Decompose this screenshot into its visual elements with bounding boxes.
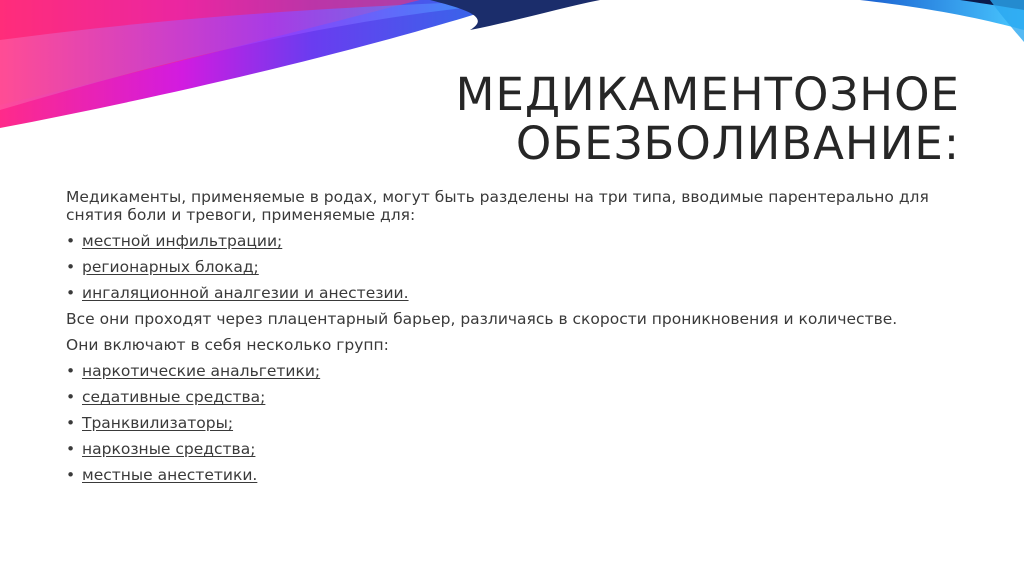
list-item xyxy=(66,362,966,380)
bullet-icon: • xyxy=(66,232,76,250)
list-item-link[interactable]: наркотические анальгетики; xyxy=(82,362,321,380)
title-line-2: ОБЕЗБОЛИВАНИЕ: xyxy=(515,117,960,170)
bullet-icon: • xyxy=(66,414,76,432)
list-item xyxy=(66,388,966,406)
bullet-icon: • xyxy=(66,362,76,380)
list-item xyxy=(66,466,966,484)
list-item-link[interactable]: местной инфильтрации; xyxy=(82,232,283,250)
slide-title xyxy=(260,70,960,168)
list-item-link[interactable]: местные анестетики. xyxy=(82,466,258,484)
bullet-icon: • xyxy=(66,388,76,406)
bullet-icon: • xyxy=(66,466,76,484)
list-item-link[interactable]: Транквилизаторы; xyxy=(82,414,234,432)
list-item xyxy=(66,232,966,250)
groups-paragraph: Они включают в себя несколько групп: xyxy=(66,336,389,354)
list-item xyxy=(66,440,966,458)
list-item-link[interactable]: седативные средства; xyxy=(82,388,266,406)
intro-paragraph: Медикаменты, применяемые в родах, могут быть разделены на три типа, вводимые парентерально для снятия боли и тревоги, применяемые для: xyxy=(66,188,929,224)
title-line-1: МЕДИКАМЕНТОЗНОЕ xyxy=(455,68,960,121)
list-item-link[interactable]: ингаляционной аналгезии и анестезии. xyxy=(82,284,409,302)
placenta-paragraph: Все они проходят через плацентарный барьер, различаясь в скорости проникновения и количестве. xyxy=(66,310,898,328)
list-item xyxy=(66,284,966,302)
list-item xyxy=(66,414,966,432)
list-item-link[interactable]: регионарных блокад; xyxy=(82,258,259,276)
bullet-icon: • xyxy=(66,440,76,458)
bullet-icon: • xyxy=(66,284,76,302)
bullet-icon: • xyxy=(66,258,76,276)
slide-body xyxy=(66,188,966,492)
list-item xyxy=(66,258,966,276)
list-item-link[interactable]: наркозные средства; xyxy=(82,440,256,458)
